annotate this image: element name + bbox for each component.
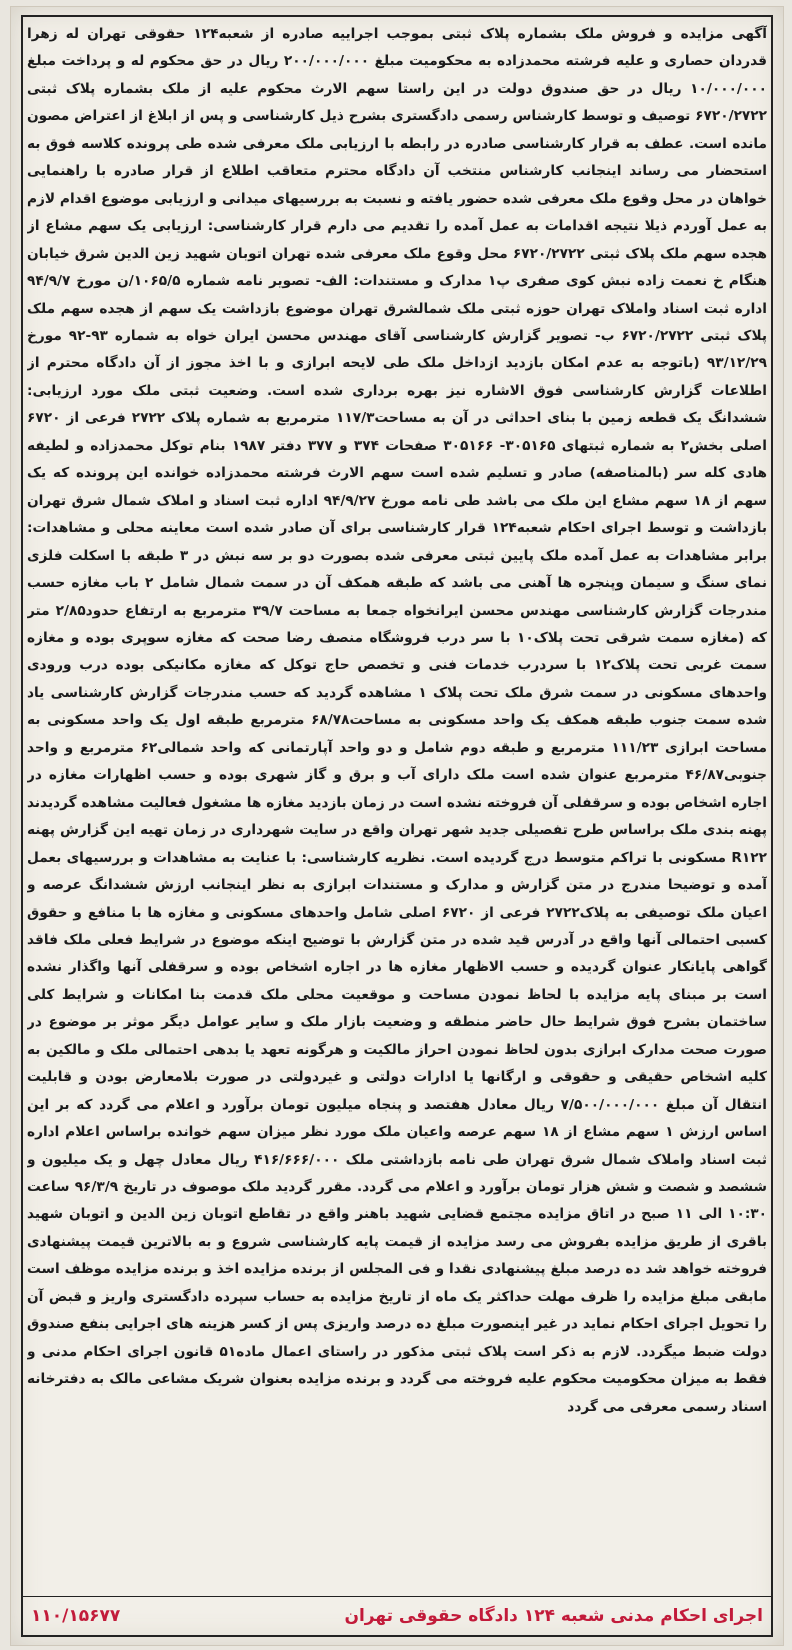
- notice-number: ۱۱۰/۱۵۶۷۷: [31, 1606, 121, 1626]
- footer-divider: [23, 1596, 771, 1597]
- issuing-authority: اجرای احکام مدنی شعبه ۱۲۴ دادگاه حقوقی تهران: [344, 1606, 763, 1626]
- newspaper-clipping: [10, 6, 784, 1646]
- auction-notice-text: آگهی مزایده و فروش ملک بشماره پلاک ثبتی بموجب اجراییه صادره از شعبه۱۲۴ حقوقی تهران له زهرا قدردان حصاری و علیه فرشته محمدزاده به محکومیت مبلغ ۲۰۰/۰۰۰/۰۰۰ ریال در حق محکوم له و پرداخت مبلغ ۱۰/۰۰۰/۰۰۰ ریال در حق صندوق دولت در این راستا سهم الارث محکوم علیه از ملک بشماره پلاک ثبتی ۶۷۲۰/۲۷۲۲ توصیف و توسط کارشناس رسمی دادگستری بشرح ذیل کارشناسی و پس از ابلاغ از اعتراض مصون مانده است. عطف به قرار کارشناسی صادره در رابطه با ارزیابی ملک معرفی شده طی پرونده کلاسه فوق به استحضار می رساند اینجانب کارشناس منتخب آن دادگاه محترم متعاقب اطلاع از قرار صادره با راهنمایی خواهان در محل وقوع ملک معرفی شده حضور یافته و نسبت به بررسیهای میدانی و ارزیابی موضوع اقدام لازم به عمل آوردم ذیلا نتیجه اقدامات به عمل آمده را تقدیم می دارم قرار کارشناسی: ارزیابی یک سهم مشاع از هجده سهم ملک پلاک ثبتی ۶۷۲۰/۲۷۲۲ محل وقوع ملک معرفی شده تهران اتوبان شهید زین الدین شرق خیابان هنگام خ نعمت زاده نبش کوی صفری پ۱ مدارک و مستندات: الف- تصویر نامه شماره ۱۰۶۵/۵/ن مورخ ۹۴/۹/۷ اداره ثبت اسناد واملاک تهران حوزه ثبتی ملک شمالشرق تهران موضوع بازداشت یک سهم از هجده سهم ملک پلاک ثبتی ۶۷۲۰/۲۷۲۲ ب- تصویر گزارش کارشناسی آقای مهندس محسن ایران خواه به شماره ۹۳-۹۲ مورخ ۹۳/۱۲/۲۹ (باتوجه به عدم امکان بازدید ازداخل ملک طی لایحه ابرازی و با اخذ مجوز از آن دادگاه محترم از اطلاعات گزارش کارشناسی فوق الاشاره نیز بهره برداری شده است. وضعیت ثبتی ملک مورد ارزیابی: ششدانگ یک قطعه زمین با بنای احداثی در آن به مساحت۱۱۷/۳ مترمربع به شماره پلاک ۲۷۲۲ فرعی از ۶۷۲۰ اصلی بخش۲ به شماره ثبتهای ۳۰۵۱۶۵- ۳۰۵۱۶۶ صفحات ۳۷۴ و ۳۷۷ دفتر ۱۹۸۷ بنام توکل محمدزاده و لطیفه هادی کله سر (بالمناصفه) صادر و تسلیم شده است سهم الارث فرشته محمدزاده خوانده این پرونده که یک سهم از ۱۸ سهم مشاع این ملک می باشد طی نامه مورخ ۹۴/۹/۲۷ اداره ثبت اسناد و املاک شمال شرق تهران بازداشت و توسط اجرای احکام شعبه۱۲۴ قرار کارشناسی برای آن صادر شده است معاینه محلی و مشاهدات: برابر مشاهدات به عمل آمده ملک پایین ثبتی معرفی شده بصورت دو بر سه نبش در ۳ طبقه با اسکلت فلزی نمای سنگ و سیمان وپنجره ها آهنی می باشد که طبقه همکف آن در سمت شمال شامل ۲ باب مغازه حسب مندرجات گزارش کارشناسی مهندس محسن ایرانخواه جمعا به مساحت ۳۹/۷ مترمربع به ارتفاع حدود۲/۸۵ متر که (مغازه سمت شرقی تحت پلاک۱۰ با سر درب فروشگاه منصف رضا صحت که مغازه سوپری بوده و مغازه سمت غربی تحت پلاک۱۲ با سردرب خدمات فنی و تخصص حاج توکل که مغازه مکانیکی بوده درب ورودی واحدهای مسکونی در سمت شرق ملک تحت پلاک ۱ مشاهده گردید که حسب مندرجات گزارش کارشناسی یاد شده سمت جنوب طبقه همکف یک واحد مسکونی به مساحت۶۸/۷۸ مترمربع طبقه اول یک واحد مسکونی به مساحت ابرازی ۱۱۱/۲۳ مترمربع و طبقه دوم شامل و دو واحد آپارتمانی که واحد شمالی۶۲ مترمربع و واحد جنوبی۴۶/۸۷ مترمربع عنوان شده است ملک دارای آب و برق و گاز شهری بوده و حسب اظهارات مغازه در اجاره اشخاص بوده و سرقفلی آن فروخته نشده است در زمان بازدید مغازه ها مشغول فعالیت مشاهده گردیدند پهنه بندی ملک براساس طرح تفصیلی جدید شهر تهران واقع در سایت شهرداری در زمان تهیه این گزارش پهنه R۱۲۲ مسکونی با تراکم متوسط درج گردیده است. نظریه کارشناسی: با عنایت به مشاهدات و بررسیهای بعمل آمده و توضیحا مندرج در متن گزارش و مدارک و مستندات ابرازی به نظر اینجانب ارزش ششدانگ عرصه و اعیان ملک توصیفی به پلاک۲۷۲۲ فرعی از ۶۷۲۰ اصلی شامل واحدهای مسکونی و مغازه ها با منافع و حقوق کسبی احتمالی آنها واقع در آدرس قید شده در متن گزارش با توضیح اینکه موضوع در شرایط فعلی ملک فاقد گواهی پایانکار عنوان گردیده و حسب الاظهار مغازه ها در اجاره اشخاص بوده و سرقفلی آنها واگذار نشده است بر مبنای پایه مزایده با لحاظ نمودن مساحت و موقعیت محلی ملک قدمت بنا امکانات و شرایط کلی ساختمان بشرح فوق شرایط حال حاضر منطقه و وضعیت بازار ملک و سایر عوامل دیگر موثر بر موضوع در صورت صحت مدارک ابرازی بدون لحاظ نمودن احراز مالکیت و هرگونه تعهد یا بدهی احتمالی ملک و مالکین به کلیه اشخاص حقیقی و حقوقی و ارگانها یا ادارات دولتی و غیردولتی در صورت بلامعارض بودن و قابلیت انتقال آن مبلغ ۷/۵۰۰/۰۰۰/۰۰۰ ریال معادل هفتصد و پنجاه میلیون تومان برآورد و اعلام می گردد که بر این اساس ارزش ۱ سهم مشاع از ۱۸ سهم عرصه واعیان ملک مورد نظر میزان سهم خوانده براساس اعلام اداره ثبت اسناد واملاک شمال شرق تهران طی نامه بازداشتی ملک ۴۱۶/۶۶۶/۰۰۰ ریال معادل چهل و یک میلیون و ششصد و شصت و شش هزار تومان برآورد و اعلام می گردد. مقرر گردید ملک موصوف در تاریخ ۹۶/۳/۹ ساعت ۱۰:۳۰ الی ۱۱ صبح در اتاق مزایده مجتمع قضایی شهید باهنر واقع در تقاطع اتوبان زین الدین و اتوبان شهید باقری از طریق مزایده بفروش می رسد مزایده از قیمت پایه کارشناسی شروع و به بالاترین قیمت پیشنهادی فروخته خواهد شد ده درصد مبلغ پیشنهادی نقدا و فی المجلس از برنده مزایده اخذ و برنده مزایده موظف است مابقی مبلغ مزایده را ظرف مهلت حداکثر یک ماه از تاریخ مزایده به حساب سپرده دادگستری واریز و قبض آن را تحویل اجرای احکام نماید در غیر اینصورت مبلغ ده درصد واریزی پس از کسر هزینه های اجرایی بنفع صندوق دولت ضبط میگردد. لازم به ذکر است پلاک ثبتی مذکور در راستای اعمال ماده۵۱ قانون اجرای احکام مدنی و فقط به میزان محکومیت محکوم علیه فروخته می گردد و برنده مزایده بعنوان شریک مشاعی مالک به دفترخانه اسناد رسمی معرفی می گردد: [27, 26, 767, 1415]
- notice-footer: [31, 1601, 763, 1631]
